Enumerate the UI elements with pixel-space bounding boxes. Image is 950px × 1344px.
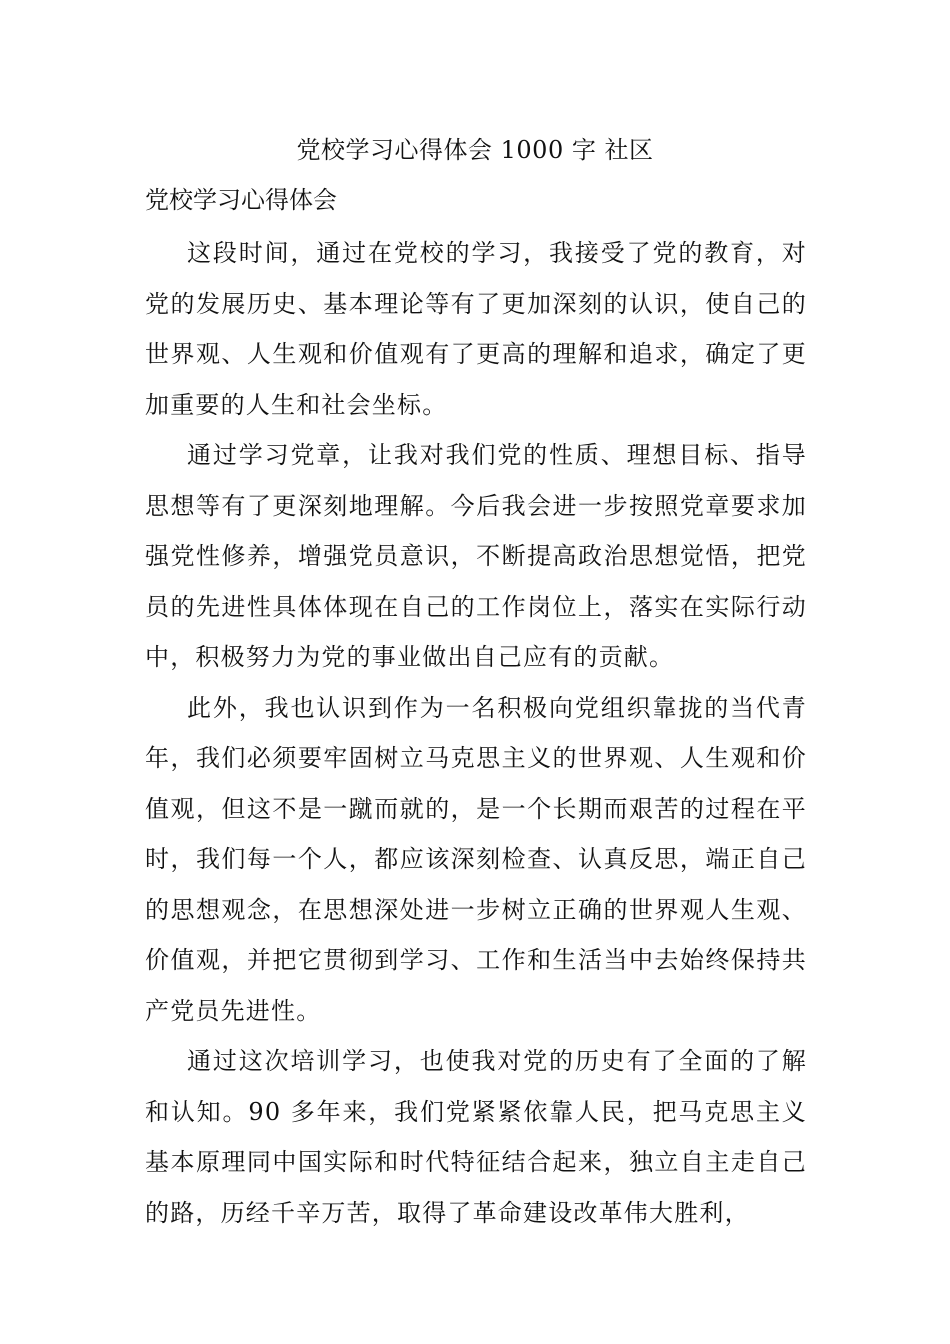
paragraph: 通过这次培训学习，也使我对党的历史有了全面的了解和认知。90 多年来，我们党紧紧依靠人民，把马克思主义基本原理同中国实际和时代特征结合起来，独立自主走自己的路，历经千辛万苦，取得了革命建设改革伟大胜利， xyxy=(145,1047,807,1227)
paragraph: 此外，我也认识到作为一名积极向党组织靠拢的当代青年，我们必须要牢固树立马克思主义的世界观、人生观和价值观，但这不是一蹴而就的，是一个长期而艰苦的过程在平时，我们每一个人，都应该深刻检查、认真反思，端正自己的思想观念，在思想深处进一步树立正确的世界观人生观、价值观，并把它贯彻到学习、工作和生活当中去始终保持共产党员先进性。 xyxy=(145,693,807,1025)
document-title: 党校学习心得体会 1000 字 社区 xyxy=(296,136,654,164)
document-subtitle: 党校学习心得体会 xyxy=(145,186,337,214)
paragraph: 这段时间，通过在党校的学习，我接受了党的教育，对党的发展历史、基本理论等有了更加深刻的认识，使自己的世界观、人生观和价值观有了更高的理解和追求，确定了更加重要的人生和社会坐标。 xyxy=(145,239,807,419)
document-body xyxy=(145,228,807,1238)
paragraph: 通过学习党章，让我对我们党的性质、理想目标、指导思想等有了更深刻地理解。今后我会进一步按照党章要求加强党性修养，增强党员意识，不断提高政治思想觉悟，把党员的先进性具体体现在自己的工作岗位上，落实在实际行动中，积极努力为党的事业做出自己应有的贡献。 xyxy=(145,441,807,671)
